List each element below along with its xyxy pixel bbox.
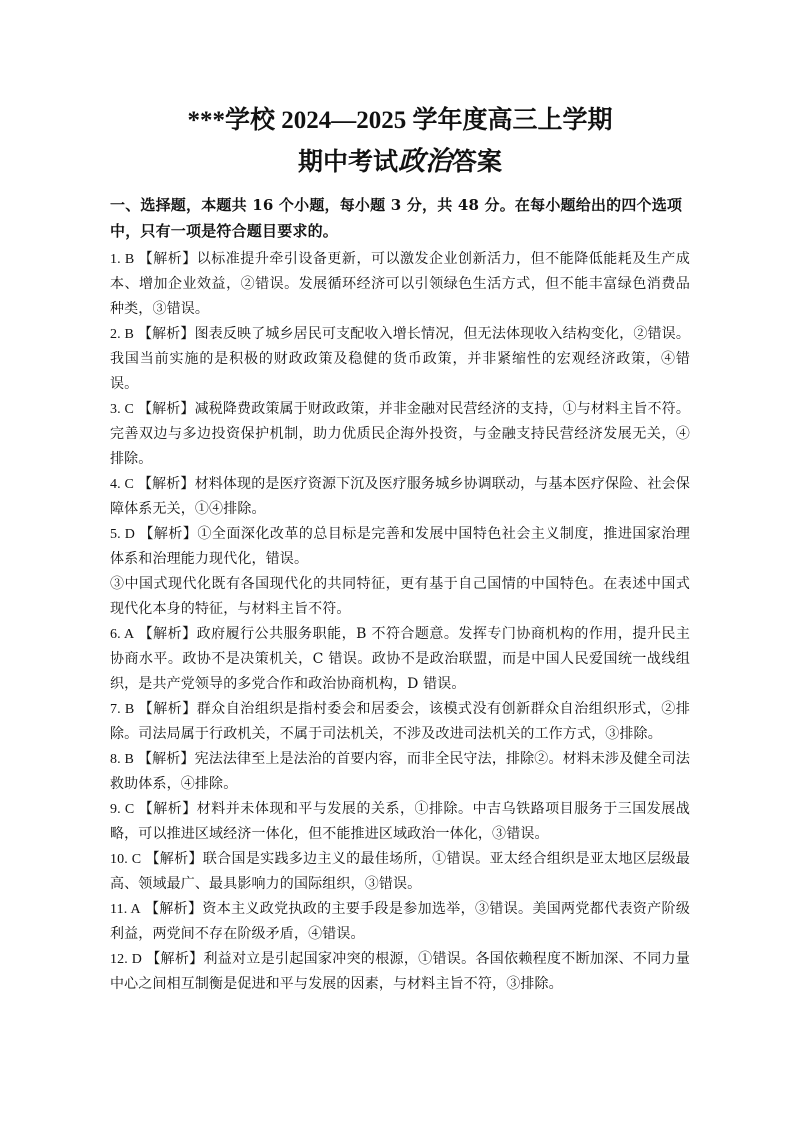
answer-text: 联合国是实践多边主义的最佳场所，①错误。亚太经合组织是亚太地区层级最高、领域最广、最具影响力的国际组织，③错误。 (110, 851, 690, 892)
answer-tag: 【解析】 (146, 951, 204, 967)
answer-number: 3. C (110, 402, 134, 417)
answer-item-4 (110, 472, 690, 522)
answer-tag: 【解析】 (137, 326, 195, 342)
answer-item-6 (110, 622, 690, 697)
answer-text: 图表反映了城乡居民可支配收入增长情况，但无法体现收入结构变化，②错误。我国当前实施的是积极的财政政策及稳健的货币政策，并非紧缩性的宏观经济政策，④错误。 (110, 326, 690, 392)
answer-item-12 (110, 947, 690, 997)
title-suffix: 答案 (452, 149, 503, 176)
answer-item-1 (110, 247, 690, 322)
answer-item-9 (110, 797, 690, 847)
answer-tag: 【解析】 (137, 401, 195, 417)
answer-tag: 【解析】 (138, 801, 197, 817)
answer-item-7 (110, 697, 690, 747)
answer-tag: 【解析】 (137, 476, 195, 492)
answer-tag: 【解析】 (138, 701, 197, 717)
answer-item-10 (110, 847, 690, 897)
answer-text: 群众自治组织是指村委会和居委会，该模式没有创新群众自治组织形式，②排除。司法局属于行政机关，不属于司法机关，不涉及改进司法机关的工作方式，③排除。 (110, 701, 690, 742)
answer-number: 10. C (110, 852, 142, 867)
answer-item-11 (110, 897, 690, 947)
answer-text: 以标准提升牵引设备更新，可以激发企业创新活力，但不能降低能耗及生产成本、增加企业效益，②错误。发展循环经济可以引领绿色生活方式，但不能丰富绿色消费品种类，③错误。 (110, 251, 690, 317)
answer-item-3 (110, 397, 690, 472)
answer-number: 6. A (110, 627, 135, 642)
answer-tag: 【解析】 (145, 851, 203, 867)
answer-number: 1. B (110, 252, 135, 267)
answer-tag: 【解析】 (139, 526, 198, 542)
answer-text: 政府履行公共服务职能，B 不符合题意。发挥专门协商机构的作用，提升民主协商水平。政协不是决策机关，C 错误。政协不是政治联盟，而是中国人民爱国统一战线组织，是共产党领导的多党合作和政治协商机构，D 错误。 (110, 626, 690, 692)
answer-text: ①全面深化改革的总目标是完善和发展中国特色社会主义制度，推进国家治理体系和治理能力现代化，错误。 (110, 526, 690, 567)
answer-tag: 【解析】 (138, 251, 197, 267)
answer-item-8 (110, 747, 690, 797)
answer-number: 9. C (110, 802, 135, 817)
answer-number: 5. D (110, 527, 136, 542)
document-title-line1: ***学校 2024—2025 学年度高三上学期 (187, 107, 613, 134)
answer-tag: 【解析】 (144, 901, 203, 917)
answer-number: 7. B (110, 702, 135, 717)
answer-list (110, 247, 690, 997)
answer-number: 4. C (110, 477, 134, 492)
title-subject: 政治 (398, 146, 452, 176)
answer-text: 宪法法律至上是法治的首要内容，而非全民守法，排除②。材料未涉及健全司法救助体系，④排除。 (110, 751, 690, 792)
answer-number: 11. A (110, 902, 141, 917)
answer-text: 资本主义政党执政的主要手段是参加选举，③错误。美国两党都代表资产阶级利益，两党间不存在阶级矛盾，④错误。 (110, 901, 690, 942)
answer-tag: 【解析】 (138, 626, 197, 642)
answer-text: 减税降费政策属于财政政策，并非金融对民营经济的支持，①与材料主旨不符。完善双边与多边投资保护机制，助力优质民企海外投资，与金融支持民营经济发展无关，④排除。 (110, 401, 690, 467)
document-title-line2 (110, 143, 690, 181)
answer-text: 利益对立是引起国家冲突的根源，①错误。各国依赖程度不断加深、不同力量中心之间相互制衡是促进和平与发展的因素，与材料主旨不符，③排除。 (110, 951, 690, 992)
answer-text: 材料体现的是医疗资源下沉及医疗服务城乡协调联动，与基本医疗保险、社会保障体系无关，①④排除。 (110, 476, 690, 517)
title-prefix: 期中考试 (297, 149, 398, 176)
answer-number: 12. D (110, 952, 143, 967)
section-heading: 一、选择题，本题共 16 个小题，每小题 3 分，共 48 分。在每小题给出的四个选项中，只有一项是符合题目要求的。 (110, 196, 683, 240)
answer-text: 材料并未体现和平与发展的关系，①排除。中吉乌铁路项目服务于三国发展战略，可以推进区域经济一体化，但不能推进区域政治一体化，③错误。 (110, 801, 690, 842)
answer-item-2 (110, 322, 690, 397)
answer-item-5-continuation: ③中国式现代化既有各国现代化的共同特征，更有基于自己国情的中国特色。在表述中国式现代化本身的特征，与材料主旨不符。 (110, 576, 690, 617)
answer-tag: 【解析】 (137, 751, 195, 767)
answer-item-5 (110, 522, 690, 572)
answer-number: 8. B (110, 752, 134, 767)
answer-number: 2. B (110, 327, 134, 342)
